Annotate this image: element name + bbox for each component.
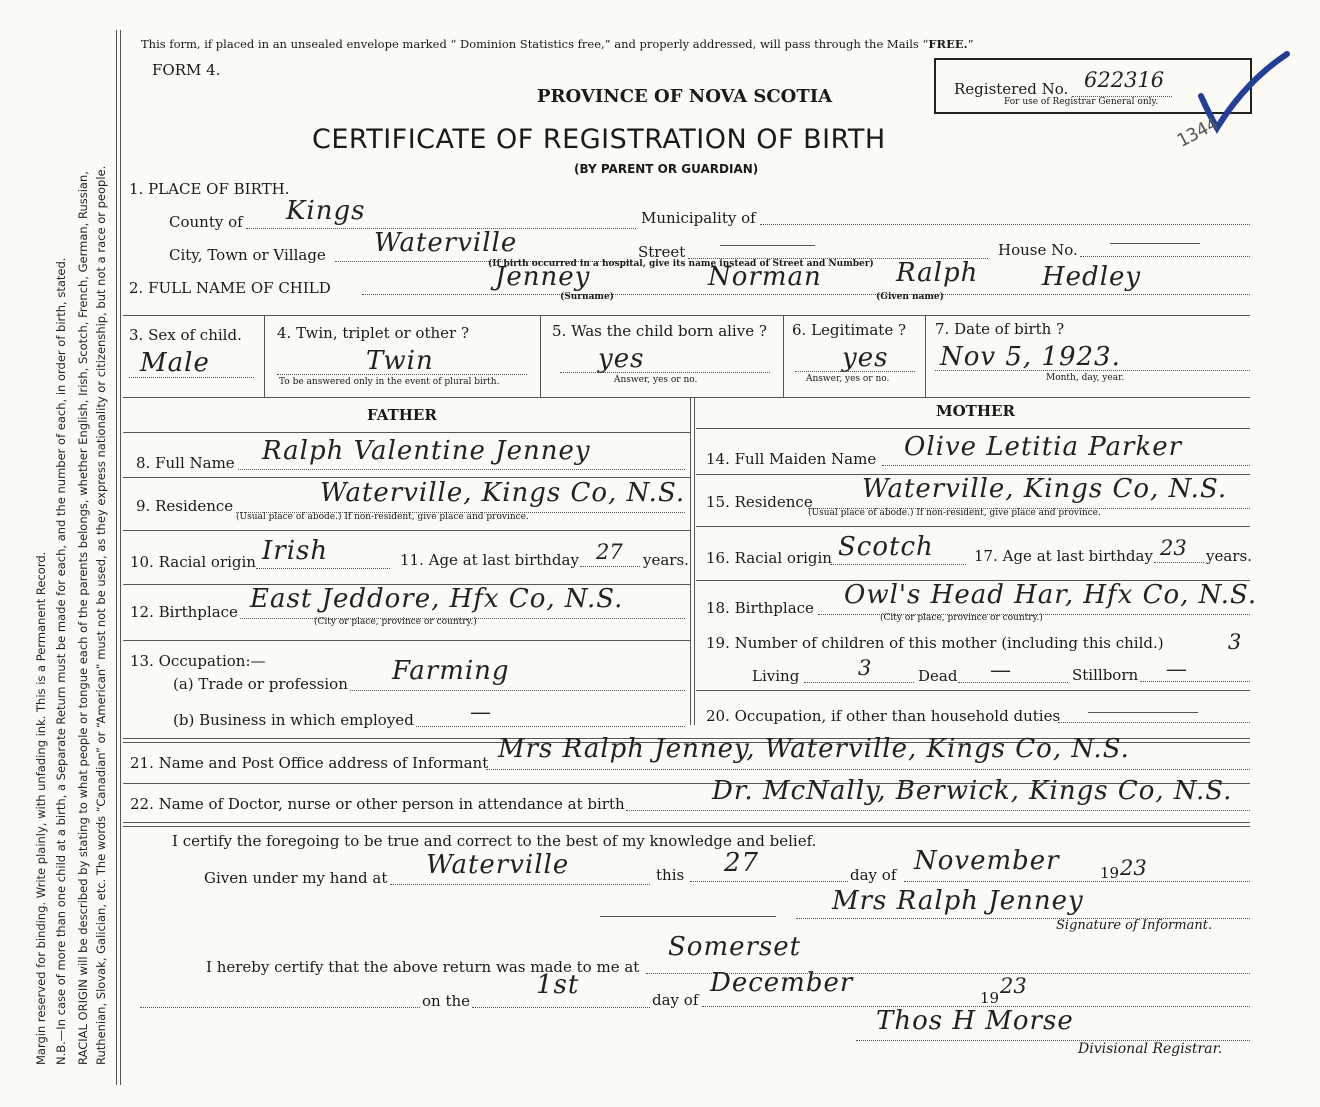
alive-note: Answer, yes or no.: [614, 375, 698, 385]
reg-month-value: December: [710, 968, 854, 998]
hospital-note: (If birth occurred in a hospital, give its name instead of Street and Number): [488, 259, 874, 269]
mother-residence-value: Waterville, Kings Co, N.S.: [862, 474, 1228, 504]
registrar-place-value: Somerset: [668, 932, 802, 962]
twin-value: Twin: [366, 346, 434, 376]
father-residence-label: 9. Residence: [136, 497, 234, 515]
given-under-label: Given under my hand at: [204, 869, 388, 887]
side-note-line-2: N.B.—In case of more than one child at a birth, a Separate Return must be made for each, and the number of each, in order of birth, stated.: [54, 257, 68, 1065]
alive-dotline: [560, 372, 770, 373]
father-birthplace-note: (City or place, province or country.): [314, 617, 477, 627]
on-the-label: on the: [422, 992, 471, 1010]
given-name-value-2: Ralph: [896, 258, 979, 288]
dob-label: 7. Date of birth ?: [935, 320, 1065, 338]
doctor-dotline: [626, 810, 1250, 811]
twin-label: 4. Twin, triplet or other ?: [277, 324, 469, 342]
street-label: Street: [638, 243, 686, 261]
father-birthplace-value: East Jeddore, Hfx Co, N.S.: [250, 584, 624, 614]
reg-year-suffix: 23: [1000, 974, 1027, 998]
signature-blank-line: [600, 916, 776, 917]
mother-children-label: 19. Number of children of this mother (including this child.): [706, 634, 1164, 652]
registrar-sig-label: Divisional Registrar.: [1078, 1041, 1223, 1057]
father-business-label: (b) Business in which employed: [173, 711, 414, 729]
father-occupation-label: 13. Occupation:—: [130, 652, 266, 670]
father-residence-value: Waterville, Kings Co, N.S.: [320, 478, 686, 508]
reg-day-value: 1st: [536, 970, 580, 1000]
sex-dotline: [129, 377, 254, 378]
binding-margin-rule-2: [120, 30, 121, 1085]
mother-racial-label: 16. Racial origin: [706, 549, 832, 567]
father-birthplace-label: 12. Birthplace: [130, 603, 238, 621]
mother-living-label: Living: [752, 667, 800, 685]
month-value: November: [914, 846, 1060, 876]
mother-occupation-label: 20. Occupation, if other than household duties: [706, 707, 1061, 725]
province-heading: PROVINCE OF NOVA SCOTIA: [537, 86, 833, 107]
city-value: Waterville: [374, 228, 518, 258]
informant-sig-label: Signature of Informant.: [1056, 918, 1213, 933]
mother-children-value: 3: [1228, 630, 1242, 654]
father-age-suffix: years.: [643, 551, 689, 569]
mother-living-value: 3: [858, 656, 872, 680]
mother-birthplace-label: 18. Birthplace: [706, 599, 814, 617]
side-note-line-4: Ruthenian, Slovak, Galician, etc. The words “Canadian” or “American” must not be used, as they express nationality or citizenship, but not a race or people.: [94, 165, 108, 1065]
mail-note-free: FREE.: [928, 37, 968, 51]
father-racial-value: Irish: [262, 536, 329, 566]
this-label: this: [656, 866, 685, 884]
rule-above-certification-2: [123, 826, 1250, 827]
father-name-value: Ralph Valentine Jenney: [262, 436, 591, 466]
rule-father-9: [123, 530, 690, 531]
municipality-dotline: [760, 224, 1250, 225]
registrar-statement: I hereby certify that the above return was made to me at: [206, 958, 640, 976]
doctor-label: 22. Name of Doctor, nurse or other person in attendance at birth: [130, 795, 625, 813]
father-residence-note: (Usual place of abode.) If non-resident, give place and province.: [236, 512, 529, 522]
registered-no-label: Registered No.: [954, 80, 1069, 98]
binding-margin-rule: [116, 30, 117, 1085]
day-value: 27: [724, 848, 760, 878]
legit-dotline: [795, 371, 915, 372]
mother-stillborn-dotline: [1140, 681, 1250, 682]
given-name-value-3: Hedley: [1042, 262, 1142, 292]
house-label: House No.: [998, 241, 1078, 259]
registrar-signature: Thos H Morse: [876, 1006, 1074, 1036]
informant-label: 21. Name and Post Office address of Informant: [130, 754, 489, 772]
mother-birthplace-note: (City or place, province or country.): [880, 613, 1043, 623]
rule-above-row3: [123, 315, 1250, 316]
father-racial-label: 10. Racial origin: [130, 553, 256, 571]
legit-value: yes: [842, 343, 889, 373]
father-name-dotline: [238, 469, 685, 470]
reg-day-of-label: day of: [652, 991, 699, 1009]
row3-divider-2: [540, 315, 541, 397]
mother-occupation-dash: [1088, 712, 1198, 713]
row3-divider-1: [264, 315, 265, 397]
dob-note: Month, day, year.: [1046, 373, 1125, 383]
form-number: FORM 4.: [152, 61, 221, 79]
surname-value: Jenney: [495, 262, 591, 292]
mother-birthplace-value: Owl's Head Har, Hfx Co, N.S.: [844, 580, 1258, 610]
side-note-line-3: RACIAL ORIGIN will be described by stating to what people or tongue each of the parents belongs, whether English, Irish, Scotch, French, German, Russian,: [76, 171, 90, 1065]
father-age-value: 27: [596, 540, 623, 564]
mother-dead-value: —: [990, 658, 1011, 682]
twin-dotline: [277, 374, 527, 375]
rule-mother-19: [696, 690, 1250, 691]
informant-value: Mrs Ralph Jenney, Waterville, Kings Co, N.S.: [498, 734, 1130, 764]
father-trade-dotline: [350, 690, 685, 691]
certificate-subtitle: (BY PARENT OR GUARDIAN): [574, 162, 759, 176]
twin-note: To be answered only in the event of plural birth.: [279, 377, 500, 387]
mother-residence-note: (Usual place of abode.) If non-resident, give place and province.: [808, 508, 1101, 518]
county-value: Kings: [286, 196, 366, 226]
mother-name-label: 14. Full Maiden Name: [706, 450, 877, 468]
mail-note-suffix: ”: [967, 37, 974, 51]
mother-racial-dotline: [830, 564, 966, 565]
father-mother-divider-2: [694, 397, 695, 725]
rule-below-headings-right: [696, 428, 1250, 429]
mother-heading: MOTHER: [936, 402, 1015, 420]
year-suffix: 23: [1120, 856, 1147, 880]
mother-occupation-dotline: [1058, 722, 1250, 723]
given-name-value-1: Norman: [708, 262, 822, 292]
mother-age-suffix: years.: [1206, 547, 1252, 565]
day-dotline: [690, 881, 848, 882]
reg-day-dotline: [472, 1007, 650, 1008]
city-label: City, Town or Village: [169, 246, 326, 264]
certify-statement: I certify the foregoing to be true and correct to the best of my knowledge and belief.: [172, 832, 817, 850]
father-age-label: 11. Age at last birthday: [400, 551, 579, 569]
mother-dead-label: Dead: [918, 667, 958, 685]
father-name-label: 8. Full Name: [136, 454, 235, 472]
legit-note: Answer, yes or no.: [806, 374, 890, 384]
rule-below-row3: [123, 397, 1250, 398]
side-note-line-1: Margin reserved for binding. Write plainly, with unfading ink. This is a Permanent Record.: [34, 551, 48, 1065]
sex-value: Male: [140, 348, 210, 378]
reg-year-prefix: 19: [980, 989, 1000, 1007]
surname-note: (Surname): [560, 292, 614, 302]
row3-divider-3: [783, 315, 784, 397]
mother-dead-dotline: [958, 682, 1068, 683]
mother-residence-label: 15. Residence: [706, 493, 813, 511]
mother-racial-value: Scotch: [838, 532, 934, 562]
house-dash: [1110, 243, 1200, 244]
mother-name-dotline: [882, 465, 1250, 466]
row3-divider-4: [925, 315, 926, 397]
municipality-label: Municipality of: [641, 209, 756, 227]
mother-name-value: Olive Letitia Parker: [904, 432, 1183, 462]
registrar-use-note: For use of Registrar General only.: [1004, 97, 1159, 107]
month-dotline: [904, 881, 1250, 882]
rule-father-12: [123, 640, 690, 641]
place-of-birth-label: 1. PLACE OF BIRTH.: [129, 180, 290, 198]
alive-label: 5. Was the child born alive ?: [552, 322, 767, 340]
informant-signature: Mrs Ralph Jenney: [832, 886, 1084, 916]
dob-value: Nov 5, 1923.: [940, 342, 1121, 372]
given-place-dotline: [390, 884, 650, 885]
father-racial-dotline: [256, 568, 390, 569]
alive-value: yes: [598, 344, 645, 374]
registered-no-value: 622316: [1084, 68, 1165, 92]
given-place-value: Waterville: [426, 850, 570, 880]
registrar-left-dotline: [140, 1007, 420, 1008]
mother-stillborn-label: Stillborn: [1072, 666, 1139, 684]
father-heading: FATHER: [367, 406, 437, 424]
rule-below-headings-left: [123, 432, 690, 433]
sex-label: 3. Sex of child.: [129, 326, 242, 344]
father-business-value: —: [470, 700, 491, 724]
given-name-note: (Given name): [876, 292, 944, 302]
mother-age-label: 17. Age at last birthday: [974, 547, 1153, 565]
stamp-number: 1344: [1173, 113, 1222, 152]
mother-age-dotline: [1154, 562, 1204, 563]
dob-dotline: [935, 370, 1250, 371]
informant-dotline: [486, 769, 1250, 770]
full-name-label: 2. FULL NAME OF CHILD: [129, 279, 331, 297]
street-dash: [720, 245, 815, 246]
father-trade-value: Farming: [392, 656, 510, 686]
rule-above-certification: [123, 822, 1250, 823]
mother-age-value: 23: [1160, 536, 1187, 560]
mail-note: [141, 37, 974, 51]
doctor-value: Dr. McNally, Berwick, Kings Co, N.S.: [712, 776, 1233, 806]
day-of-label: day of: [850, 866, 897, 884]
father-trade-label: (a) Trade or profession: [173, 675, 348, 693]
mother-living-dotline: [804, 682, 914, 683]
county-label: County of: [169, 213, 243, 231]
father-business-dotline: [416, 726, 685, 727]
full-name-dotline: [362, 294, 1250, 295]
father-age-dotline: [580, 566, 640, 567]
mail-note-prefix: This form, if placed in an unsealed envelope marked “ Dominion Statistics free,” and properly addressed, will pass through the Mails “: [141, 37, 929, 51]
mother-stillborn-value: —: [1166, 657, 1187, 681]
house-dotline: [1080, 256, 1250, 257]
certificate-title: CERTIFICATE OF REGISTRATION OF BIRTH: [312, 124, 886, 155]
rule-mother-15: [696, 526, 1250, 527]
father-mother-divider: [690, 397, 691, 725]
legit-label: 6. Legitimate ?: [792, 321, 907, 339]
year-prefix: 19: [1100, 864, 1120, 882]
